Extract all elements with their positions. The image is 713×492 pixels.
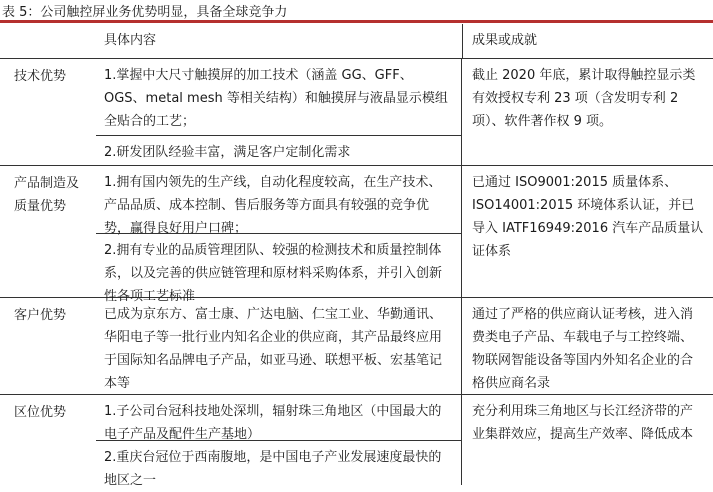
row-result: 通过了严格的供应商认证考核，进入消费类电子产品、车载电子与工控终端、物联网智能设备等国内外知名企业的合格供应商名录	[472, 307, 694, 391]
row-content	[96, 298, 462, 394]
row-result: 已通过 ISO9001:2015 质量体系、ISO14001:2015 环境体系认证，并已导入 IATF16949:2016 汽车产品质量认证体系	[472, 175, 704, 259]
table-top-rule	[0, 20, 713, 23]
content-item: 2.拥有专业的品质管理团队、较强的检测技术和质量控制体系，以及完善的供应链管理和原材料采购体系，并引入创新性各项工艺标准	[96, 233, 461, 297]
row-result: 充分利用珠三角地区与长江经济带的产业集群效应，提高生产效率、降低成本	[472, 404, 694, 442]
content-item: 已成为京东方、富士康、广达电脑、仁宝工业、华勤通讯、华阳电子等一批行业内知名企业的供应商，其产品最终应用于国际知名品牌电子产品，如亚马逊、联想平板、宏基笔记本等	[104, 307, 443, 391]
row-content	[96, 166, 462, 304]
content-item: 1.拥有国内领先的生产线，自动化程度较高，在生产技术、产品品质、成本控制、售后服务等方面具有较强的竞争优势，赢得良好用户口碑；	[104, 175, 442, 236]
header-result: 成果或成就	[472, 33, 538, 48]
advantages-table	[0, 24, 713, 488]
content-item: 1.掌握中大尺寸触摸屏的加工技术（涵盖 GG、GFF、OGS、metal mesh 等相关结构）和触摸屏与液晶显示模组全贴合的工艺；	[104, 68, 448, 129]
header-column-separator	[462, 24, 463, 58]
row-label: 客户优势	[14, 308, 67, 323]
row-content	[96, 395, 462, 488]
row-result: 截止 2020 年底，累计取得触控显示类有效授权专利 23 项（含发明专利 2 项）、软件著作权 9 项。	[472, 68, 696, 129]
row-label: 区位优势	[14, 405, 67, 420]
content-item: 2.重庆台冠位于西南腹地，是中国电子产业发展速度最快的地区之一	[96, 440, 461, 485]
table-row	[0, 298, 713, 395]
row-content	[96, 59, 462, 165]
row-label: 技术优势	[14, 69, 67, 84]
row-label: 产品制造及质量优势	[14, 176, 80, 214]
table-caption: 表 5：公司触控屏业务优势明显，具备全球竞争力	[2, 5, 288, 20]
table-row	[0, 59, 713, 166]
content-item: 2.研发团队经验丰富，满足客户定制化需求	[96, 135, 461, 165]
header-content: 具体内容	[104, 33, 157, 48]
table-row	[0, 166, 713, 304]
table-header-row	[0, 24, 713, 59]
content-item: 1.子公司台冠科技地处深圳，辐射珠三角地区（中国最大的电子产品及配件生产基地）	[104, 404, 442, 442]
table-row	[0, 395, 713, 488]
